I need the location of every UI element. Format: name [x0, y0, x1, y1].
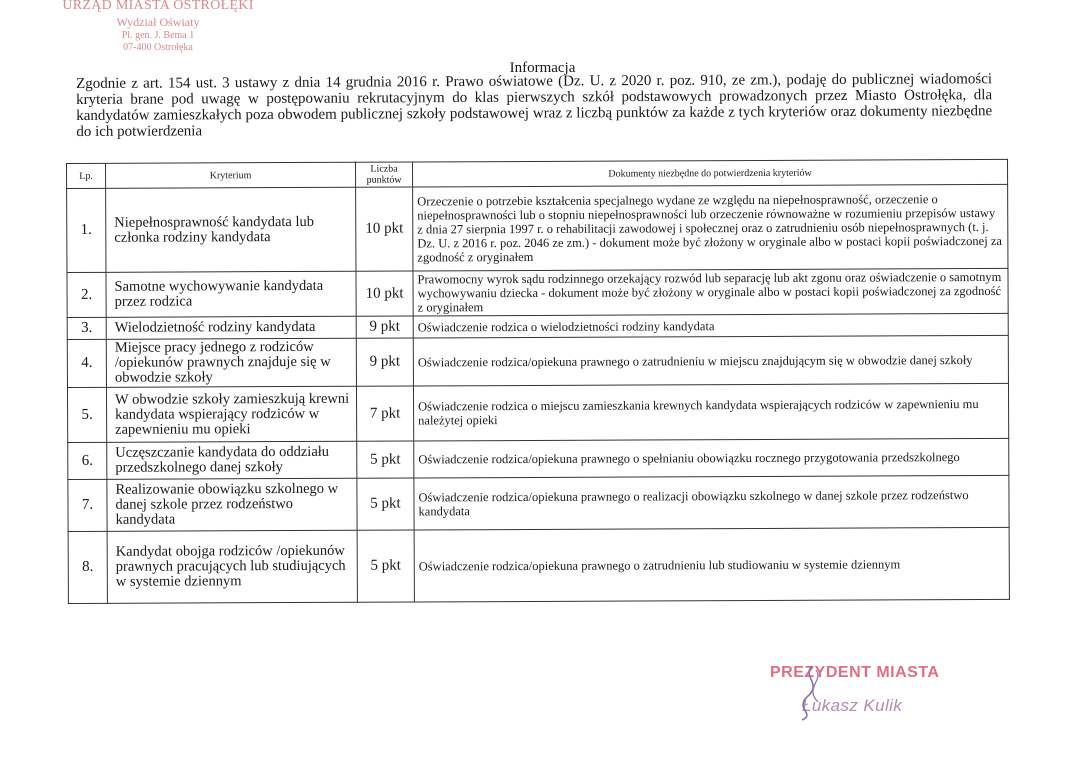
cell-lp: 6.	[68, 442, 107, 479]
cell-dokumenty: Oświadczenie rodzica/opiekuna prawnego o realizacji obowiązku szkolnego w danej szkole przez rodzeństwo kandydata	[414, 475, 1009, 530]
cell-lp: 5.	[67, 387, 106, 442]
cell-lp: 2.	[67, 272, 106, 317]
signature-title: PREZYDENT MIASTA	[770, 664, 940, 681]
cell-punkty: 5 pkt	[357, 478, 414, 530]
cell-kryterium: Niepełnosprawność kandydata lub członka rodziny kandydata	[106, 187, 356, 272]
signature-name: Łukasz Kulik	[802, 696, 903, 715]
stamp-postal: 07-400 Ostrołęka	[123, 42, 193, 53]
cell-dokumenty: Oświadczenie rodzica o miejscu zamieszkania krewnych kandydata wspierających rodziców w zapewnieniu mu należytej opieki	[413, 383, 1008, 441]
cell-kryterium: Realizowanie obowiązku szkolnego w danej szkole przez rodzeństwo kandydata	[107, 478, 357, 531]
criteria-table	[66, 159, 1010, 604]
cell-lp: 7.	[68, 479, 107, 531]
cell-kryterium: Uczęszczanie kandydata do oddziału przedszkolnego danej szkoły	[107, 441, 357, 479]
table-row	[67, 268, 1008, 317]
cell-punkty: 9 pkt	[356, 316, 413, 338]
cell-lp: 4.	[67, 339, 106, 387]
cell-lp: 8.	[68, 531, 107, 603]
cell-dokumenty: Prawomocny wyrok sądu rodzinnego orzekający rozwód lub separację lub akt zgonu oraz oświadczenie o samotnym wychowywaniu dziecka - dokument może być złożony w oryginale albo w postaci kopii poświadczonej za zgodność z oryginałem	[413, 268, 1008, 316]
header-punkty: Liczba punktów	[355, 162, 412, 187]
table-row	[67, 184, 1008, 272]
stamp-office-name: URZĄD MIASTA OSTROŁĘKI	[62, 0, 254, 13]
stamp-street: Pl. gen. J. Bema 1	[121, 29, 195, 41]
cell-punkty: 5 pkt	[357, 441, 414, 478]
cell-punkty: 9 pkt	[356, 338, 413, 386]
cell-kryterium: Kandydat obojga rodziców /opiekunów prawnych pracujących lub studiujących w systemie dziennym	[107, 530, 357, 603]
cell-punkty: 10 pkt	[356, 271, 413, 316]
signature-scribble-icon	[794, 662, 834, 722]
header-kryterium: Kryterium	[106, 162, 356, 188]
table-row	[68, 475, 1009, 531]
cell-dokumenty: Orzeczenie o potrzebie kształcenia specjalnego wydane ze względu na niepełnosprawność, orzeczenie o niepełnosprawności lub o stopniu niepełnosprawności lub orzeczenie równoważne w rozumieniu przepisów ustawy z dnia 27 sierpnia 1997 r. o rehabilitacji zawodowej i społecznej oraz o zatrudnieniu osób niepełnosprawnych (t. j. Dz. U. z 2016 r. poz. 2046 ze zm.) - dokument może być złożony w oryginale albo w postaci kopii poświadczonej za zgodność z oryginałem	[413, 184, 1008, 271]
header-lp: Lp.	[67, 163, 106, 188]
cell-punkty: 7 pkt	[356, 386, 413, 441]
criteria-table-wrapper	[66, 159, 1010, 604]
document-heading: Informacja	[509, 60, 576, 76]
cell-dokumenty: Oświadczenie rodzica/opiekuna prawnego o zatrudnieniu w miejscu znajdującym się w obwodzie danej szkoły	[413, 335, 1008, 386]
table-row	[67, 383, 1008, 442]
cell-kryterium: W obwodzie szkoły zamieszkują krewni kandydata wspierający rodziców w zapewnieniu mu opieki	[106, 386, 356, 442]
cell-lp: 1.	[67, 188, 106, 272]
cell-kryterium: Samotne wychowywanie kandydata przez rodzica	[106, 271, 356, 317]
header-dokumenty: Dokumenty niezbędne do potwierdzenia kryteriów	[412, 159, 1007, 187]
cell-lp: 3.	[67, 317, 106, 339]
cell-kryterium: Miejsce pracy jednego z rodziców /opiekunów prawnych znajduje się w obwodzie szkoły	[106, 338, 356, 387]
table-row	[67, 335, 1008, 387]
cell-punkty: 10 pkt	[356, 187, 413, 271]
cell-kryterium: Wielodzietność rodziny kandydata	[106, 316, 356, 339]
table-row	[68, 527, 1009, 603]
cell-dokumenty: Oświadczenie rodzica/opiekuna prawnego o spełnianiu obowiązku rocznego przygotowania przedszkolnego	[414, 438, 1009, 478]
cell-dokumenty: Oświadczenie rodzica/opiekuna prawnego o zatrudnieniu lub studiowaniu w systemie dziennym	[414, 527, 1009, 602]
table-row	[68, 438, 1009, 479]
stamp-department: Wydział Oświaty	[116, 14, 200, 29]
cell-punkty: 5 pkt	[357, 530, 414, 602]
cell-dokumenty: Oświadczenie rodzica o wielodzietności rodziny kandydata	[413, 313, 1008, 338]
signature-stamp	[770, 664, 1000, 716]
intro-paragraph: Zgodnie z art. 154 ust. 3 ustawy z dnia 14 grudnia 2016 r. Prawo oświatowe (Dz. U. z 2020 r. poz. 910, ze zm.), podaję do publicznej wiadomości kryteria brane pod uwagę w postępowaniu rekrutacyjnym do klas pierwszych szkół podstawowych prowadzonych przez Miasto Ostrołęka, dla kandydatów zamieszkałych poza obwodem publicznej szkoły podstawowej wraz z liczbą punktów za każde z tych kryteriów oraz dokumenty niezbędne do ich potwierdzenia	[76, 71, 993, 140]
office-stamp	[58, 0, 258, 55]
